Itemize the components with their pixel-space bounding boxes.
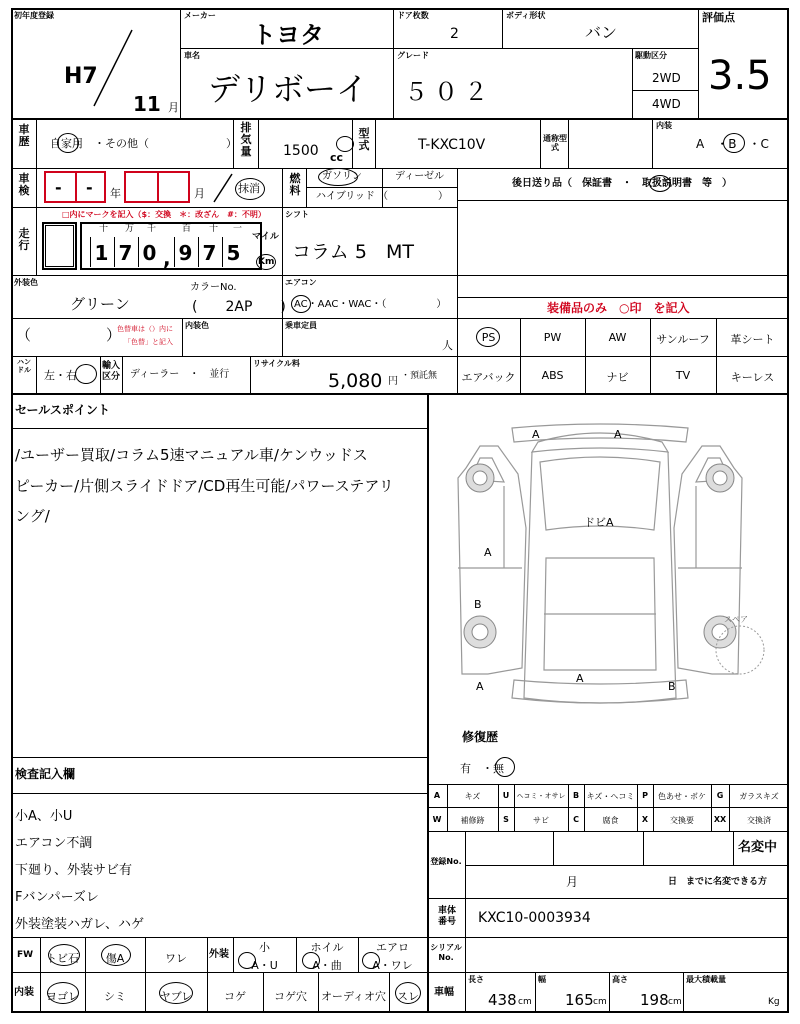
vin-value: KXC10-0003934 [478,910,591,926]
fw-label: FW [17,950,34,960]
interior-grade-label: 内装 [656,121,672,130]
exterior-color-value: グリーン [70,295,130,313]
equip-leather: 革シート [730,333,775,346]
sales-points-line3: ング/ [15,507,50,525]
interior-koge: コゲ [224,990,246,1003]
repair-circle-mark [495,757,515,777]
drive-2wd: 2WD [652,71,681,85]
odometer-label: 走行 [18,227,30,252]
displacement-label: 排気量 [240,121,252,158]
legend-desc-x: 交換要 [670,816,694,825]
sales-points-line2: ピーカー/片側スライドドア/CD再生可能/パワーステアリ [15,477,394,495]
exterior-color-label: 外装色 [14,278,38,287]
equip-navi: ナビ [606,371,629,384]
interior-damage-label: 内装 [14,987,34,998]
odometer-sep: , [163,246,171,270]
equip-pw: PW [543,331,562,344]
legend-code-w: W [432,815,442,824]
legend-desc-s: サビ [533,816,549,825]
legend-code-xx: XX [713,815,727,824]
dims-length-unit: cm [518,997,532,1007]
history-circle-mark [57,133,79,153]
inspector-note-4: Fバンパーズレ [15,890,99,905]
docs-circle-mark [649,175,671,192]
diagram-a-roof2: A [614,428,622,441]
recycle-label: リサイクル料 [253,359,300,368]
registration-month: 月 [566,875,579,889]
interior-sure-circle [395,982,421,1004]
handle-value: 左・右 [44,369,77,382]
interior-yogore: ヨゴレ [46,990,79,1003]
fuel-hybrid: ハイブリッド [316,191,375,202]
drive-4wd: 4WD [652,97,681,111]
drive-label: 駆動区分 [635,51,667,60]
dims-width-unit: cm [593,997,607,1007]
legend-desc-b: キズ・ヘコミ [586,792,635,801]
repair-value: 有 ・無 [460,762,504,775]
history-value: 自家用 ・その他（ ） [50,137,237,150]
fw-tobiishi: トビ石 [46,952,79,965]
inspection-label: 車検 [18,172,30,197]
odometer-unit-sen: 千 [147,224,157,234]
legend-desc-a: キズ [464,792,481,801]
equip-airbag: エアバック [461,371,516,384]
legend-desc-c: 腐食 [602,816,619,825]
diagram-door-label: ドビA [584,516,614,529]
diagram-b-rear-right: B [668,680,676,693]
diagram-b-left: B [474,598,482,611]
vin-label: 車体番号 [437,906,456,927]
dims-height-label: 高さ [612,975,628,984]
odometer-digit-6: 5 [222,237,244,267]
dims-label: 車幅 [434,987,454,998]
odometer-digit-5: 7 [198,237,220,267]
legend-code-p: P [642,791,648,800]
docs-label: 後日送り品（ 保証書 ・ 取扱説明書 等 ） [512,178,732,189]
odometer-note: □内にマークを記入（$：交換 ＊：改ざん #：不明） [62,210,266,219]
legend-code-s: S [503,815,509,824]
import-label: 輸入区分 [101,361,120,382]
model-label: 型式 [358,127,370,152]
interior-koge-ana: コゲ穴 [274,990,307,1003]
fuel-gasoline-circle [318,168,358,186]
interior-audio-ana: オーディオ穴 [320,990,387,1003]
ext-aero-circle [362,952,380,969]
interior-yabure-circle [159,982,193,1004]
odometer-digit-3: 0 [138,237,160,267]
legend-code-a: A [433,791,441,800]
recycle-unit: 円 [388,376,398,387]
sales-points-line1: /ユーザー買取/コラム5速マニュアル車/ケンウッドス [15,446,368,464]
diagram-a-roof1: A [532,428,540,441]
model-value: T-KXC10V [418,137,486,153]
diagram-a-rear-left: A [476,680,484,693]
color-change-value: （ ） [16,326,122,344]
diagram-a-rear: A [576,672,584,685]
equipment-header: 装備品のみ ○印 を記入 [547,301,690,315]
odometer-unit-man: 万 [125,224,135,234]
legend-code-b: B [572,791,580,800]
ext-label: 外装 [209,949,229,960]
color-no-value: ( 2AP ) [192,299,286,315]
legend-desc-p: 色あせ・ボケ [658,792,706,801]
interior-sure: スレ [397,990,419,1003]
inspection-none: 抹消 [238,182,260,195]
ext-wheel-circle [302,952,320,969]
equip-aw: AW [608,331,627,344]
fuel-gasoline: ガソリン [322,171,362,182]
dims-height: 198 [640,991,669,1009]
registration-day-note: 日 までに名変できる方 [668,877,768,887]
score-label: 評価点 [702,11,735,24]
ext-wheel-value: A・曲 [312,959,342,972]
legend-desc-g: ガラスキズ [739,792,779,801]
legend-desc-w: 補修跡 [460,816,485,825]
first-reg-month-unit: 月 [168,101,179,114]
grade-value: ５０２ [404,78,494,106]
fuel-other: （ ） [378,191,448,202]
recycle-value: 5,080 [328,370,383,392]
odometer-digit-2: 7 [114,237,136,267]
registration-name-change: 名変中 [738,840,778,855]
inspector-note-3: 下廻り、外装サビ有 [15,863,133,878]
score-value: 3.5 [708,53,772,99]
interior-shimi: シミ [104,990,126,1003]
history-label: 車歴 [18,123,30,148]
odometer-digit-1: 1 [90,237,112,267]
car-name-label: 車名 [184,51,200,60]
ext-wheel: ホイル [310,941,344,954]
dims-width: 165 [565,991,594,1009]
capacity-label: 乗車定員 [285,321,317,330]
dims-load-unit: Kg [768,997,780,1007]
dims-length-label: 長さ [468,975,484,984]
inspector-note-5: 外装塗装ハガレ、ハゲ [15,917,144,932]
equip-abs: ABS [541,369,564,382]
ext-small-value: A・U [251,959,278,972]
handle-label: ハンドル [17,358,31,374]
ext-small: 小 [259,941,270,954]
color-change-note1: 色替車は（）内に [117,325,173,333]
car-name-value: デリボーイ [208,70,369,108]
inspector-note-1: 小A、小U [15,809,73,824]
shift-value: コラム 5 MT [292,241,414,263]
equip-keyless: キーレス [730,371,775,384]
first-reg-label: 初年度登録 [14,11,54,20]
body-type-label: ボディ形状 [506,11,546,20]
legend-code-c: C [573,815,579,824]
interior-yabure: ヤブレ [159,990,193,1003]
odometer-km: Km [258,257,275,267]
grade-label: グレード [397,51,429,60]
aircon-label: エアコン [285,278,317,287]
inspection-year-unit: 年 [110,187,121,200]
dims-length: 438 [488,991,517,1009]
interior-grade-circle-mark [723,133,745,153]
equip-tv: TV [675,369,691,382]
odometer-digit-4: 9 [174,237,196,267]
fw-kizu-circle [101,944,131,966]
diagram-a-left: A [484,546,492,559]
capacity-unit: 人 [442,339,453,352]
aircon-circle-mark [291,295,311,313]
inspection-dash-1: - [55,178,62,197]
inspection-slash [208,172,236,204]
legend-desc-xx: 交換済 [747,816,771,825]
maker-value: トヨタ [252,21,324,49]
doors-label: ドア枚数 [397,11,429,20]
interior-color-label: 内装色 [185,321,209,330]
common-model-label: 通称型式 [543,134,567,152]
serial-label: シリアルNo. [430,943,462,962]
odometer-unit-ichi: 一 [233,224,243,234]
odometer-unit-jyu2: 十 [209,224,219,234]
first-reg-month: 11 [133,92,161,116]
registration-label: 登録No. [430,857,462,866]
legend-desc-u: ヘコミ・オサレ [516,792,566,800]
fw-ware: ワレ [165,952,187,965]
ext-small-circle [238,952,256,969]
aircon-value: AC・AAC・WAC・（ ） [294,299,447,310]
displacement-circle-mark [336,136,354,152]
fuel-label: 燃料 [289,172,301,197]
inspection-none-circle [235,178,265,200]
legend-code-u: U [502,791,510,800]
odometer-unit-hyaku: 百 [182,224,192,234]
maker-label: メーカー [184,11,216,20]
fuel-diesel: ディーゼル [395,171,444,182]
ext-aero: エアロ [376,941,409,954]
sales-points-label: セールスポイント [15,403,110,417]
displacement-value: 1500 [283,143,319,159]
equip-ps-circle [476,327,500,347]
equip-ps: PS [481,331,496,344]
diagram-spare: スペア [724,615,748,624]
color-change-note2: 「色替」と記入 [124,338,173,346]
dims-height-unit: cm [668,997,682,1007]
doors-value: 2 [450,26,459,42]
shift-label: シフト [285,210,309,219]
odometer-km-circle [256,254,276,270]
equip-sunroof: サンルーフ [656,333,710,346]
body-type-value: バン [585,23,618,42]
inspection-dash-2: - [86,178,93,197]
ext-aero-value: A・ワレ [372,959,413,972]
odometer-mile: マイル [252,232,279,242]
dims-load-label: 最大積載量 [686,975,726,984]
first-reg-era-year: H7 [64,64,98,89]
legend-code-x: X [641,815,649,824]
inspector-notes-label: 検査記入欄 [15,767,76,781]
inspector-note-2: エアコン不調 [15,836,93,851]
interior-yogore-circle [47,982,79,1004]
fw-kizu: 傷A [105,952,125,965]
repair-label: 修復歴 [462,730,499,744]
odometer-unit-jyu: 十 [99,224,109,234]
displacement-unit: cc [330,151,344,164]
handle-circle-mark [75,364,97,384]
color-no-label: カラーNo. [190,282,237,293]
inspection-month-unit: 月 [194,187,205,200]
dims-width-label: 幅 [538,975,546,984]
legend-code-g: G [716,791,724,800]
fw-tobiishi-circle [48,944,80,966]
import-value: ディーラー ・ 並行 [130,369,230,380]
car-damage-diagram [440,418,785,708]
recycle-deposit: ・預託無 [401,371,438,381]
interior-grade-value: A ・B ・C [696,137,769,151]
